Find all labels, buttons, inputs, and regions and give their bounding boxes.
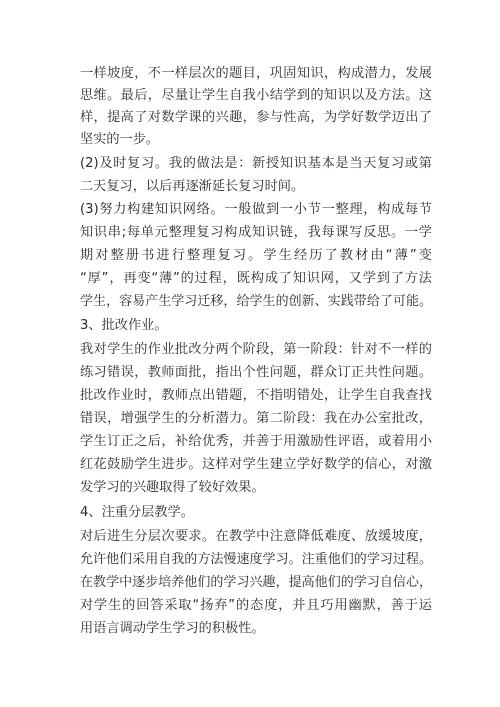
text-line: 练习错误，教师面批，指出个性问题，群众订正共性问题。: [80, 365, 432, 380]
text-line: 坚实的一步。: [80, 132, 160, 147]
text-line: 我对学生的作业批改分两个阶段，第一阶段：针对不一样的: [80, 342, 432, 357]
text-line: 在教学中逐步培养他们的学习兴趣，提高他们的学习自信心，: [80, 575, 432, 590]
text-line: 发学习的兴趣取得了较好效果。: [80, 480, 265, 495]
text-line: 批改作业时，教师点出错题，不指明错处，让学生自我查找: [80, 388, 432, 403]
section-heading: 3、批改作业。: [80, 318, 168, 333]
text-line: 期对整册书进行整理复习。学生经历了教材由“薄”变: [80, 248, 432, 263]
text-line: 学生订正之后，补给优秀，并善于用激励性评语，或着用小: [80, 434, 432, 449]
text-line: (3)努力构建知识网络。一般做到一小节一整理，构成每节: [80, 202, 432, 217]
text-line: 对后进生分层次要求。在教学中注意降低难度、放缓坡度，: [80, 529, 432, 544]
text-line: 思维。最后，尽量让学生自我小结学到的知识以及方法。这: [80, 88, 432, 103]
text-line: 样，提高了对数学课的兴趣，参与性高，为学好数学迈出了: [80, 110, 432, 125]
text-line: (2)及时复习。我的做法是：新授知识基本是当天复习或第: [80, 156, 432, 171]
section-heading: 4、注重分层教学。: [80, 505, 194, 520]
text-line: 错误，增强学生的分析潜力。第二阶段：我在办公室批改，: [80, 411, 432, 426]
text-line: 知识串;每单元整理复习构成知识链，我每课写反思。一学: [80, 225, 432, 240]
text-line: 允许他们采用自我的方法慢速度学习。注重他们的学习过程。: [80, 552, 432, 567]
text-line: “厚”，再变“薄”的过程，既构成了知识网，又学到了方法: [80, 271, 432, 286]
text-line: 二天复习，以后再逐渐延长复习时间。: [80, 179, 305, 194]
text-line: 一样坡度，不一样层次的题目，巩固知识，构成潜力，发展: [80, 66, 432, 81]
text-line: 对学生的回答采取“扬弃”的态度，并且巧用幽默，善于运: [80, 598, 432, 613]
text-line: 用语言调动学生学习的积极性。: [80, 621, 265, 636]
text-line: 红花鼓励学生进步。这样对学生建立学好数学的信心，对激: [80, 457, 432, 472]
text-line: 学生，容易产生学习迁移，给学生的创新、实践带给了可能。: [80, 294, 432, 309]
